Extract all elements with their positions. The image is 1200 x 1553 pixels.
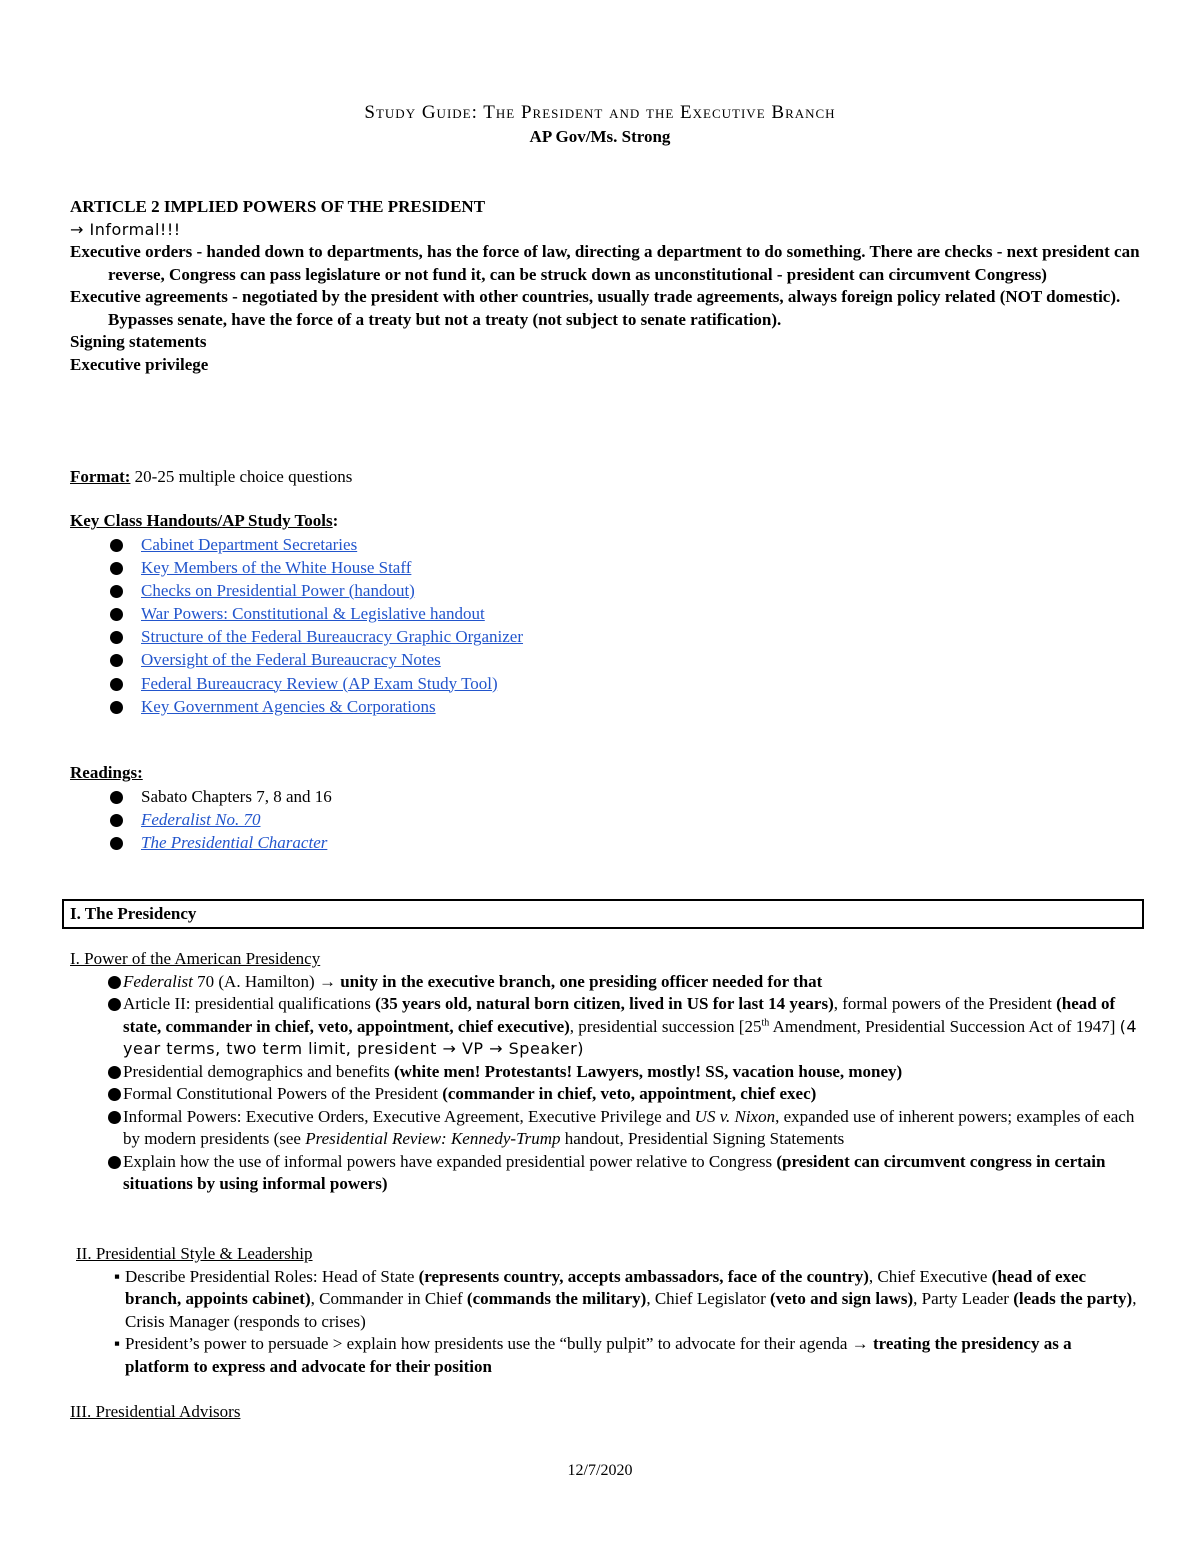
article2-block [70,196,1140,376]
handout-link-war-powers[interactable]: War Powers: Constitutional & Legislative handout [141,604,485,624]
readings-label: Readings: [70,763,143,782]
item-text: 70 (A. Hamilton) → [192,971,341,991]
informal-note: → Informal!!! [70,219,181,239]
style-section [70,1243,1140,1378]
list-item [70,1151,1140,1196]
bullet-icon [110,562,123,575]
handout-link-structure[interactable]: Structure of the Federal Bureaucracy Graphic Organizer [141,627,524,647]
item-text: handout, Presidential Signing Statements [560,1129,845,1148]
bullet-icon [110,814,123,827]
list-item [70,831,1140,854]
item-text: Explain how the use of informal powers have expanded presidential power relative to Congress [123,1151,777,1171]
square-bullet-icon: ▪ [114,1334,121,1353]
handouts-section [70,510,1140,718]
bullet-icon [110,791,123,804]
bullet-icon [108,1088,121,1101]
superscript: th [761,1016,770,1028]
list-item [70,533,1140,556]
reading-link-presidential-character[interactable]: The Presidential Character [141,832,328,852]
list-item [70,672,1140,695]
list-item [70,1333,1140,1378]
item-answer: (represents country, accepts ambassadors, face of the country) [418,1266,869,1286]
item-text: , formal powers of the President [833,994,1057,1013]
list-item [70,648,1140,671]
item-answer: (head of state, commander in chief, veto, appointment, chief executive) [123,994,1116,1036]
article2-heading: ARTICLE 2 IMPLIED POWERS OF THE PRESIDENT [70,197,486,216]
list-item [70,1106,1140,1151]
item-answer: treating the presidency as a platform to express and advocate for their position [125,1334,1072,1376]
list-item [70,785,1140,808]
square-bullet-icon: ▪ [114,1266,121,1286]
item-answer: (president can circumvent congress in certain situations by using informal powers) [123,1151,1106,1193]
page-title: Study Guide: The President and the Executive Branch [364,102,836,123]
handout-link-oversight[interactable]: Oversight of the Federal Bureaucracy Notes [141,650,441,670]
handouts-label: Key Class Handouts/AP Study Tools [70,511,333,530]
power-subheading: I. Power of the American Presidency [70,949,321,968]
item-answer: unity in the executive branch, one presiding officer needed for that [340,971,823,991]
item-text: , Chief Legislator [646,1289,771,1308]
item-text: , presidential succession [25 [569,1016,762,1036]
bullet-icon [108,1066,121,1079]
list-item [70,993,1140,1061]
item-answer: (35 years old, natural born citizen, lived in US for last 14 years) [375,994,834,1013]
handout-name: Presidential Review: Kennedy-Trump [305,1129,561,1148]
format-line [70,466,1140,489]
list-item [70,579,1140,602]
item-answer: (commands the military) [466,1289,647,1308]
item-answer: (commander in chief, veto, appointment, chief exec) [442,1084,817,1103]
item-text: , Chief Executive [868,1266,992,1286]
handout-link-bureaucracy-review[interactable]: Federal Bureaucracy Review (AP Exam Study Tool) [141,673,498,693]
list-item [70,971,1140,994]
item-text: , Crisis Manager (responds to crises) [125,1289,1137,1331]
list-item [70,1266,1140,1334]
item-answer: (4 year terms, two term limit, president → VP → Speaker) [123,1016,1138,1058]
executive-agreements-text: Executive agreements - negotiated by the president with other countries, usually trade agreements, always foreign policy related (NOT domestic). Bypasses senate, have the force of a treaty but not a treaty (not subject to senate ratification). [70,287,1121,329]
bullet-icon [108,998,121,1011]
format-label: Format: [70,467,131,486]
power-section [70,948,1140,1196]
bullet-icon [110,631,123,644]
readings-list [70,785,1140,855]
item-text: Article II: presidential qualifications [123,994,376,1013]
item-text: Presidential demographics and benefits [123,1061,394,1081]
list-item [70,1083,1140,1106]
readings-section [70,762,1140,854]
item-text: President’s power to persuade > explain how presidents use the “bully pulpit” to advocate for their agenda → [125,1334,873,1353]
handout-link-cabinet[interactable]: Cabinet Department Secretaries [141,534,358,554]
list-item [70,556,1140,579]
handouts-list [70,533,1140,719]
item-answer: (white men! Protestants! Lawyers, mostly! SS, vacation house, money) [393,1061,903,1081]
format-value: 20-25 multiple choice questions [130,467,353,486]
executive-privilege-text: Executive privilege [70,354,209,374]
list-item [70,808,1140,831]
style-subheading: II. Presidential Style & Leadership [76,1244,313,1263]
bullet-icon [110,837,123,850]
list-item [70,1061,1140,1084]
advisors-subheading: III. Presidential Advisors [70,1402,241,1421]
section-heading-box: I. The Presidency [62,899,1144,929]
handout-link-checks[interactable]: Checks on Presidential Power (handout) [141,580,415,600]
bullet-icon [108,1111,121,1124]
item-text: , Commander in Chief [310,1289,467,1308]
bullet-icon [110,539,123,552]
signing-statements-text: Signing statements [70,332,207,351]
item-answer: (veto and sign laws) [770,1289,914,1308]
handouts-colon: : [332,511,339,530]
handout-link-agencies[interactable]: Key Government Agencies & Corporations [141,696,436,716]
bullet-icon [108,976,121,989]
item-text: Describe Presidential Roles: Head of State [125,1266,419,1286]
list-item [70,625,1140,648]
item-text: Formal Constitutional Powers of the President [123,1084,443,1103]
item-text: Amendment, Presidential Succession Act of 1947] [769,1016,1120,1036]
case-name: US v. Nixon [694,1106,776,1126]
footer-date: 12/7/2020 [567,1462,633,1479]
federalist-label: Federalist [123,971,193,991]
handout-link-white-house-staff[interactable]: Key Members of the White House Staff [141,557,412,577]
executive-orders-text: Executive orders - handed down to departments, has the force of law, directing a department to do something. There are checks - next president can reverse, Congress can pass legislature or not fund it, can be struck down as unconstitutional - president can circumvent Congress) [70,242,1140,284]
reading-sabato: Sabato Chapters 7, 8 and 16 [141,786,332,806]
item-text: , Party Leader [913,1289,1014,1308]
reading-link-federalist-70[interactable]: Federalist No. 70 [141,809,261,829]
bullet-icon [110,678,123,691]
list-item [70,695,1140,718]
list-item [70,602,1140,625]
bullet-icon [110,608,123,621]
item-answer: (leads the party) [1013,1289,1133,1308]
bullet-icon [110,585,123,598]
bullet-icon [110,654,123,667]
item-answer: (head of exec branch, appoints cabinet) [125,1266,1087,1308]
item-text: Informal Powers: Executive Orders, Executive Agreement, Executive Privilege and [123,1106,695,1126]
item-text: , expanded use of inherent powers; examples of each by modern presidents (see [123,1106,1135,1148]
bullet-icon [110,701,123,714]
page-subtitle: AP Gov/Ms. Strong [529,127,671,146]
bullet-icon [108,1156,121,1169]
